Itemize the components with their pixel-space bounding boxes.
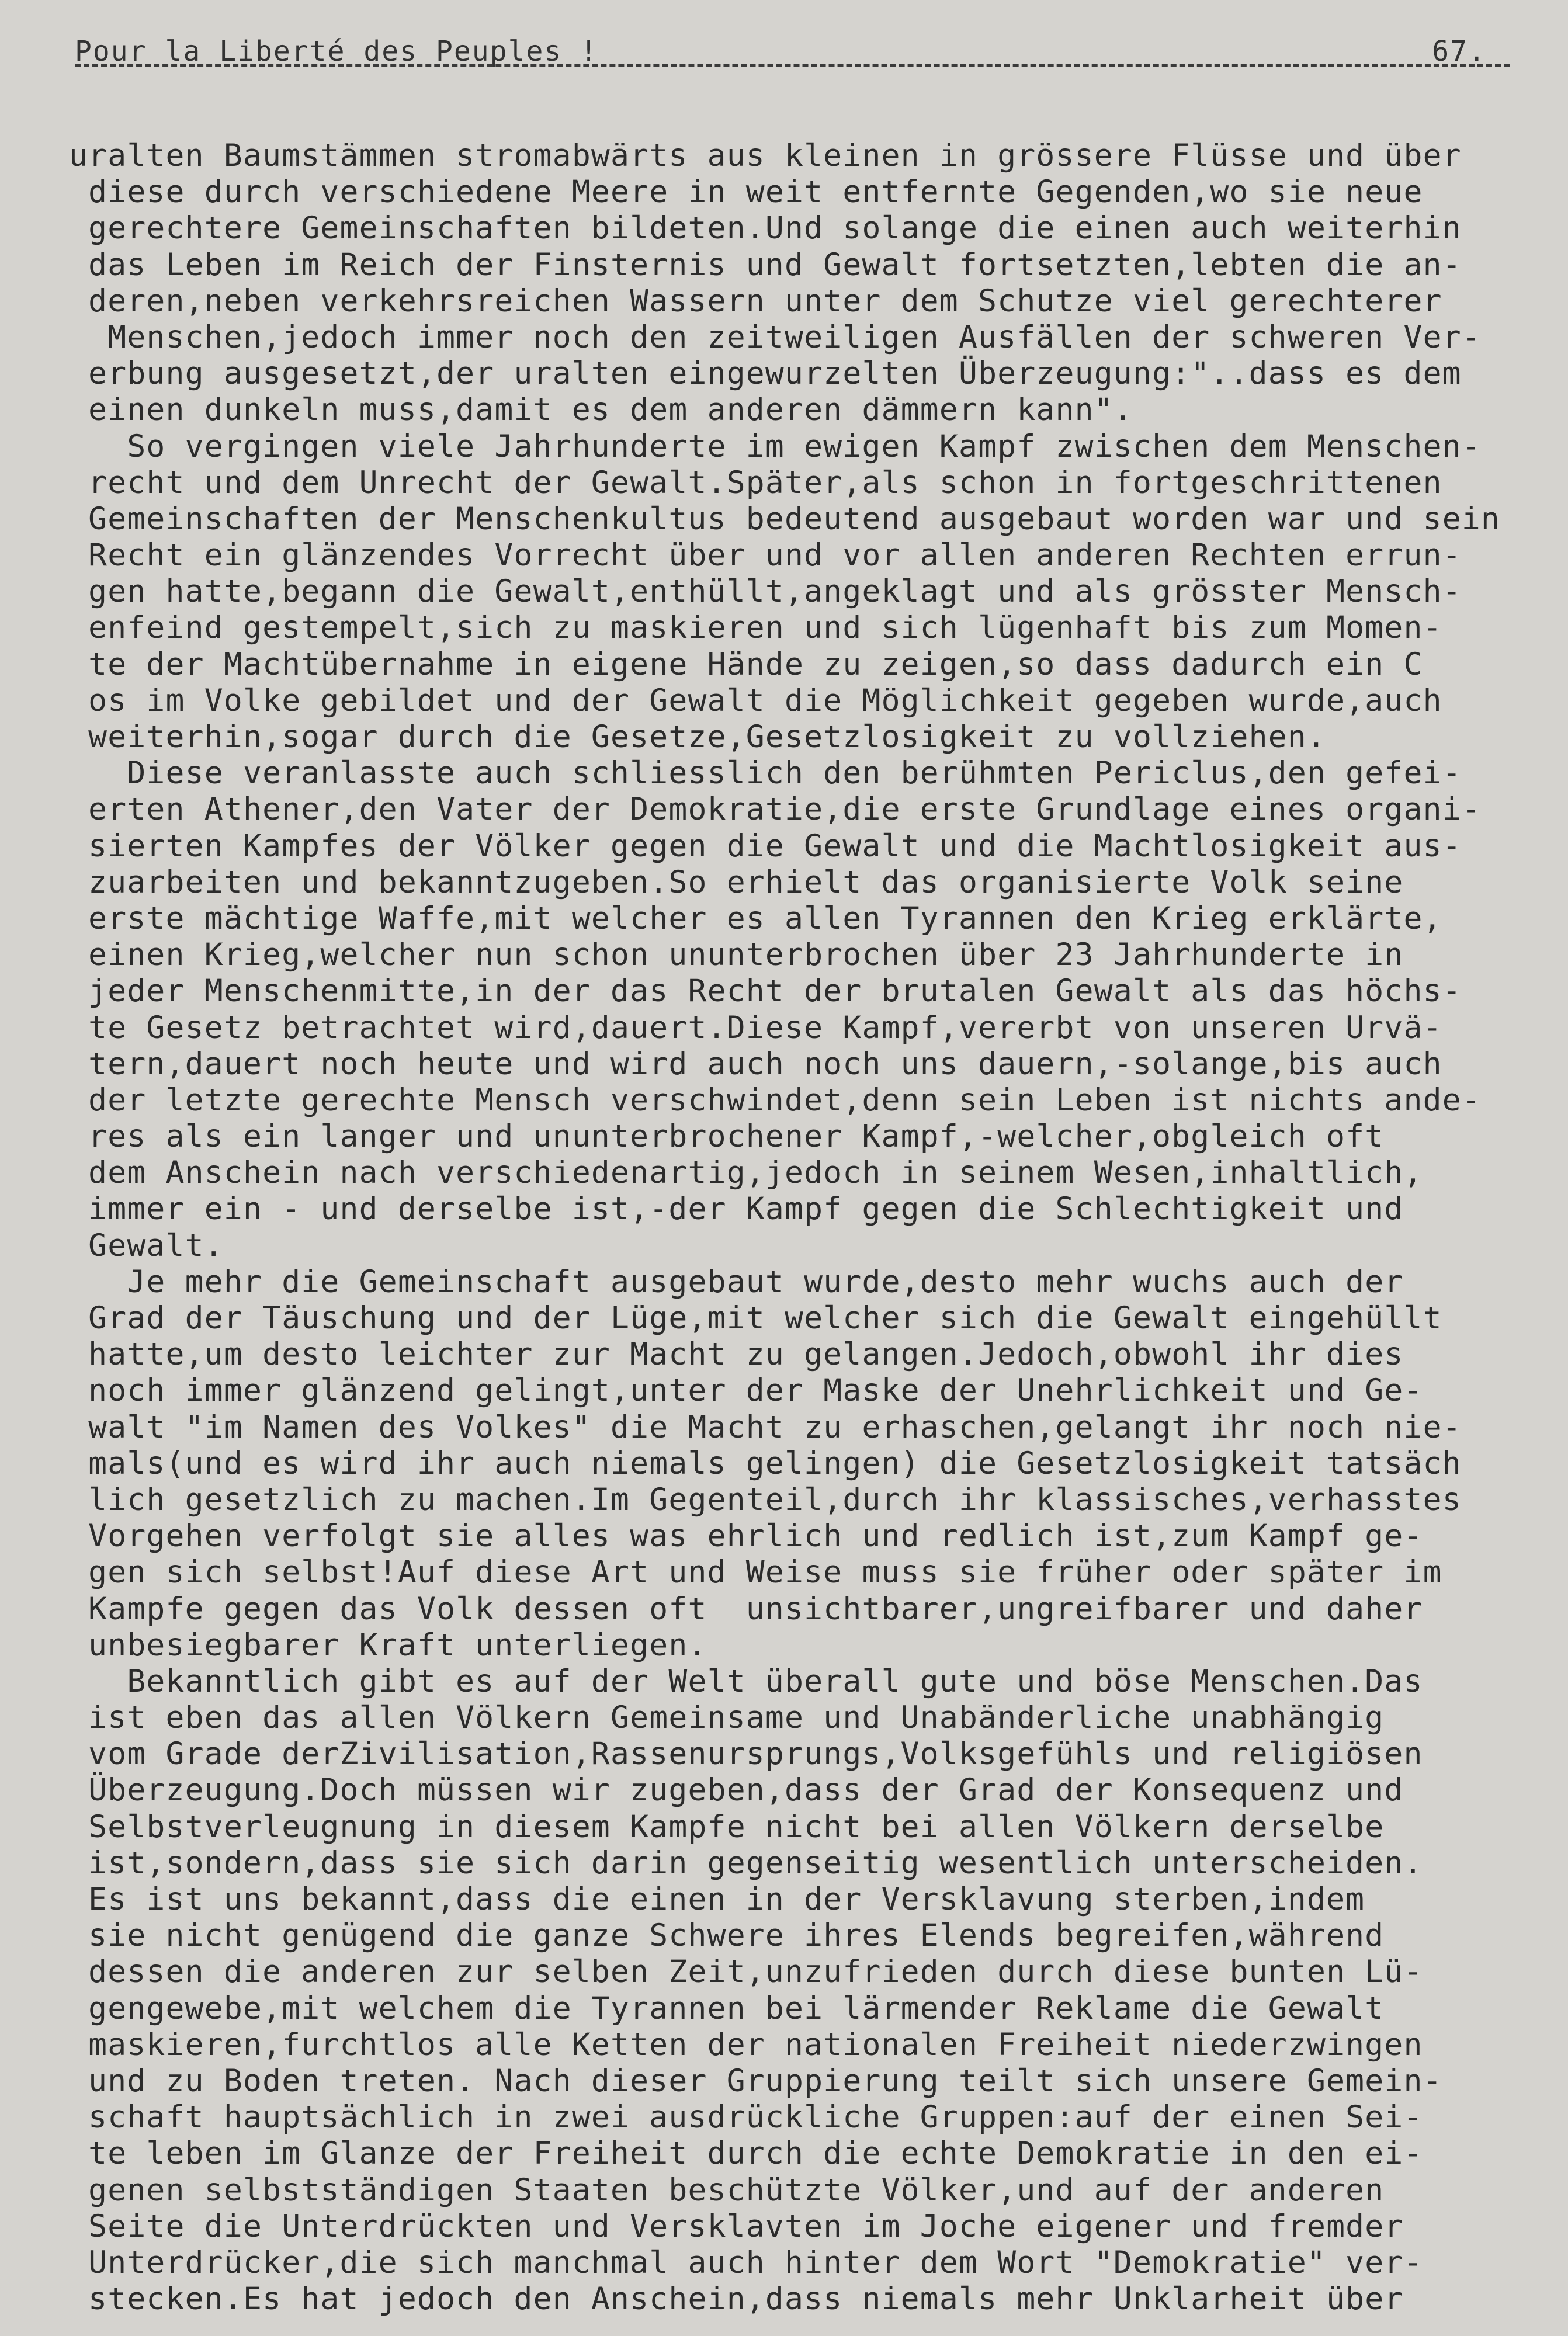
- text-line: uralten Baumstämmen stromabwärts aus kleinen in grössere Flüsse und über: [69, 138, 1462, 173]
- text-line: mals(und es wird ihr auch niemals gelingen) die Gesetzlosigkeit tatsäch: [69, 1445, 1462, 1481]
- text-line: Unterdrücker,die sich manchmal auch hinter dem Wort "Demokratie" ver-: [69, 2244, 1423, 2281]
- text-line: lich gesetzlich zu machen.Im Gegenteil,durch ihr klassisches,verhasstes: [69, 1481, 1462, 1518]
- text-line: sierten Kampfes der Völker gegen die Gewalt und die Machtlosigkeit aus-: [69, 828, 1462, 864]
- text-line: maskieren,furchtlos alle Ketten der nationalen Freiheit niederzwingen: [69, 2026, 1423, 2063]
- text-line: Bekanntlich gibt es auf der Welt überall gute und böse Menschen.Das: [69, 1663, 1423, 1699]
- text-line: Kampfe gegen das Volk dessen oft unsichtbarer,ungreifbarer und daher: [69, 1591, 1423, 1627]
- text-line: Seite die Unterdrückten und Versklavten im Joche eigener und fremder: [69, 2208, 1404, 2244]
- text-line: diese durch verschiedene Meere in weit entfernte Gegenden,wo sie neue: [69, 174, 1423, 210]
- text-line: erste mächtige Waffe,mit welcher es allen Tyrannen den Krieg erklärte,: [69, 900, 1442, 936]
- text-line: enfeind gestempelt,sich zu maskieren und sich lügenhaft bis zum Momen-: [69, 610, 1442, 646]
- text-line: weiterhin,sogar durch die Gesetze,Gesetzlosigkeit zu vollziehen.: [69, 719, 1327, 755]
- page-number: 67.: [1432, 35, 1486, 68]
- text-line: gengewebe,mit welchem die Tyrannen bei lärmender Reklame die Gewalt: [69, 1990, 1385, 2026]
- text-line: vom Grade derZivilisation,Rassenursprungs,Volksgefühls und religiösen: [69, 1736, 1423, 1772]
- text-line: stecken.Es hat jedoch den Anschein,dass niemals mehr Unklarheit über: [69, 2281, 1404, 2317]
- text-line: sie nicht genügend die ganze Schwere ihres Elends begreifen,während: [69, 1918, 1385, 1954]
- text-line: Gemeinschaften der Menschenkultus bedeutend ausgebaut worden war und sein: [69, 501, 1501, 537]
- text-line: Diese veranlasste auch schliesslich den berühmten Periclus,den gefei-: [69, 755, 1462, 792]
- text-line: ist eben das allen Völkern Gemeinsame und Unabänderliche unabhängig: [69, 1700, 1385, 1736]
- text-line: unbesiegbarer Kraft unterliegen.: [69, 1627, 707, 1663]
- text-line: der letzte gerechte Mensch verschwindet,denn sein Leben ist nichts ande-: [69, 1082, 1481, 1118]
- body-text: [69, 138, 1535, 2317]
- text-line: Grad der Täuschung und der Lüge,mit welcher sich die Gewalt eingehüllt: [69, 1300, 1442, 1336]
- text-line: tern,dauert noch heute und wird auch noch uns dauern,-solange,bis auch: [69, 1046, 1442, 1082]
- text-line: erbung ausgesetzt,der uralten eingewurzelten Überzeugung:"..dass es dem: [69, 356, 1462, 392]
- text-line: das Leben im Reich der Finsternis und Gewalt fortsetzten,lebten die an-: [69, 247, 1462, 283]
- text-line: erten Athener,den Vater der Demokratie,die erste Grundlage eines organi-: [69, 792, 1481, 828]
- text-line: zuarbeiten und bekanntzugeben.So erhielt das organisierte Volk seine: [69, 864, 1404, 900]
- text-line: Es ist uns bekannt,dass die einen in der Versklavung sterben,indem: [69, 1882, 1365, 1917]
- text-line: schaft hauptsächlich in zwei ausdrückliche Gruppen:auf der einen Sei-: [69, 2099, 1423, 2136]
- text-line: immer ein - und derselbe ist,-der Kampf gegen die Schlechtigkeit und: [69, 1191, 1404, 1227]
- text-line: Vorgehen verfolgt sie alles was ehrlich und redlich ist,zum Kampf ge-: [69, 1518, 1423, 1554]
- text-line: genen selbstständigen Staaten beschützte Völker,und auf der anderen: [69, 2172, 1385, 2208]
- text-line: noch immer glänzend gelingt,unter der Maske der Unehrlichkeit und Ge-: [69, 1373, 1423, 1409]
- text-line: gerechtere Gemeinschaften bildeten.Und solange die einen auch weiterhin: [69, 210, 1462, 247]
- text-line: te leben im Glanze der Freiheit durch die echte Demokratie in den ei-: [69, 2136, 1423, 2172]
- header-dashed-rule: [75, 64, 1510, 67]
- text-line: So vergingen viele Jahrhunderte im ewigen Kampf zwischen dem Menschen-: [69, 428, 1481, 464]
- text-line: Menschen,jedoch immer noch den zeitweiligen Ausfällen der schweren Ver-: [69, 319, 1481, 355]
- text-line: te der Machtübernahme in eigene Hände zu zeigen,so dass dadurch ein C: [69, 646, 1423, 682]
- text-line: ist,sondern,dass sie sich darin gegenseitig wesentlich unterscheiden.: [69, 1845, 1423, 1881]
- text-line: gen sich selbst!Auf diese Art und Weise muss sie früher oder später im: [69, 1554, 1442, 1591]
- text-line: os im Volke gebildet und der Gewalt die Möglichkeit gegeben wurde,auch: [69, 682, 1442, 718]
- text-line: Überzeugung.Doch müssen wir zugeben,dass der Grad der Konsequenz und: [69, 1772, 1404, 1809]
- text-line: gen hatte,begann die Gewalt,enthüllt,angeklagt und als grösster Mensch-: [69, 574, 1462, 610]
- text-line: Recht ein glänzendes Vorrecht über und vor allen anderen Rechten errun-: [69, 537, 1462, 574]
- text-line: recht und dem Unrecht der Gewalt.Später,als schon in fortgeschrittenen: [69, 464, 1442, 501]
- text-line: walt "im Namen des Volkes" die Macht zu erhaschen,gelangt ihr noch nie-: [69, 1409, 1462, 1445]
- page-header: [75, 28, 1510, 75]
- text-line: jeder Menschenmitte,in der das Recht der brutalen Gewalt als das höchs-: [69, 973, 1462, 1009]
- text-line: einen Krieg,welcher nun schon ununterbrochen über 23 Jahrhunderte in: [69, 937, 1404, 973]
- text-line: und zu Boden treten. Nach dieser Gruppierung teilt sich unsere Gemein-: [69, 2063, 1442, 2099]
- text-line: hatte,um desto leichter zur Macht zu gelangen.Jedoch,obwohl ihr dies: [69, 1337, 1404, 1373]
- text-line: Gewalt.: [69, 1227, 224, 1264]
- text-line: res als ein langer und ununterbrochener Kampf,-welcher,obgleich oft: [69, 1119, 1385, 1155]
- running-title: Pour la Liberté des Peuples !: [75, 35, 599, 68]
- text-line: dem Anschein nach verschiedenartig,jedoch in seinem Wesen,inhaltlich,: [69, 1155, 1423, 1191]
- text-line: deren,neben verkehrsreichen Wassern unter dem Schutze viel gerechterer: [69, 283, 1442, 319]
- text-line: te Gesetz betrachtet wird,dauert.Diese Kampf,vererbt von unseren Urvä-: [69, 1009, 1442, 1046]
- text-line: Je mehr die Gemeinschaft ausgebaut wurde,desto mehr wuchs auch der: [69, 1264, 1404, 1300]
- text-line: Selbstverleugnung in diesem Kampfe nicht bei allen Völkern derselbe: [69, 1809, 1385, 1845]
- text-line: einen dunkeln muss,damit es dem anderen dämmern kann".: [69, 392, 1133, 428]
- text-line: dessen die anderen zur selben Zeit,unzufrieden durch diese bunten Lü-: [69, 1954, 1423, 1990]
